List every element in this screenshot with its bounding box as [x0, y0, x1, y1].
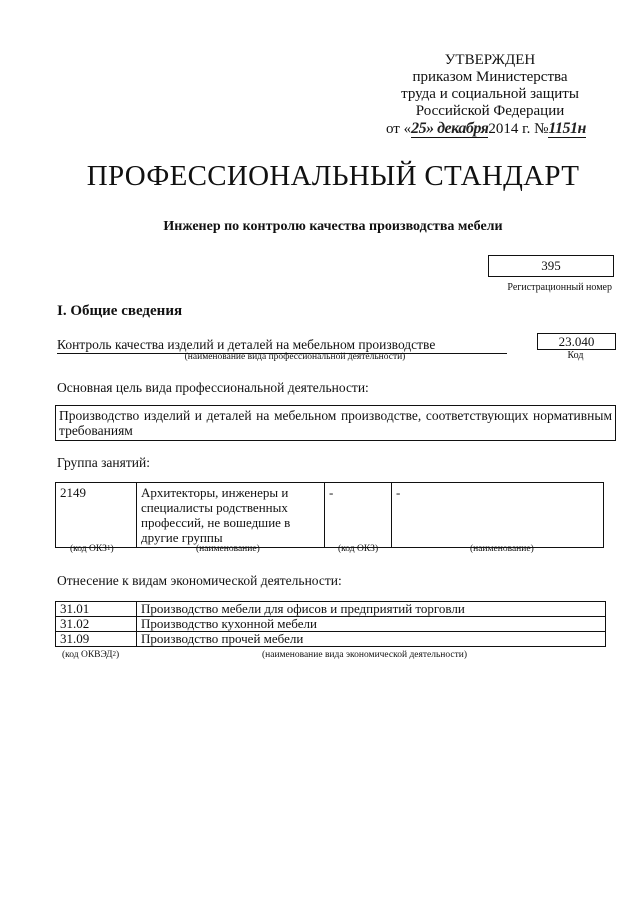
- okved-code-caption: (код ОКВЭД$^2$): [62, 650, 120, 660]
- okz-code-caption: (код ОКЗ$^1$): [70, 544, 114, 554]
- okz-name-caption: (наименование): [196, 544, 260, 554]
- table-row: [56, 617, 606, 632]
- okz-name-caption: (наименование): [470, 544, 534, 554]
- approval-line: Российской Федерации: [415, 103, 565, 119]
- table-row: [56, 483, 604, 548]
- okved-code-cell: 31.01: [56, 602, 137, 617]
- handwritten-date: 25» декабря: [411, 120, 489, 137]
- registration-number-box: 395: [488, 255, 614, 277]
- footnote-mark: 2: [112, 650, 116, 658]
- activity-name: Контроль качества изделий и деталей на мебельном производстве: [57, 336, 507, 354]
- order-prefix: от «: [386, 121, 412, 137]
- table-row: [56, 602, 606, 617]
- okved-table: [55, 601, 606, 647]
- okved-name-cell: Производство мебели для офисов и предприятий торговли: [137, 602, 606, 617]
- table-row: [56, 632, 606, 647]
- okved-code-cell: 31.09: [56, 632, 137, 647]
- activity-caption: (наименование вида профессиональной деятельности): [184, 352, 406, 362]
- purpose-label: Основная цель вида профессиональной деятельности:: [57, 380, 369, 395]
- occupation-group-table: [55, 482, 604, 548]
- okved-name-cell: Производство прочей мебели: [137, 632, 606, 647]
- handwritten-order-number: 1151н: [548, 120, 586, 137]
- okz-code-cell: -: [325, 483, 392, 548]
- purpose-box: Производство изделий и деталей на мебельном производстве, соответствующих нормативным требованиям: [55, 405, 616, 441]
- okz-name-cell: Архитекторы, инженеры и специалисты родственных профессий, не вошедшие в другие группы: [137, 483, 325, 548]
- okz-code-cell: 2149: [56, 483, 137, 548]
- approval-title: УТВЕРЖДЕН: [444, 52, 536, 68]
- activity-code-box: 23.040: [537, 333, 616, 350]
- registration-caption: Регистрационный номер: [507, 282, 612, 293]
- code-caption: Код: [567, 350, 584, 361]
- standard-name: Инженер по контролю качества производства мебели: [163, 219, 503, 234]
- okved-name-caption: (наименование вида экономической деятельности): [262, 650, 467, 660]
- approval-block: [380, 52, 600, 138]
- section-heading: I. Общие сведения: [57, 303, 183, 319]
- okz-code-caption: (код ОКЗ): [338, 544, 379, 554]
- group-label: Группа занятий:: [57, 455, 150, 470]
- approval-line: приказом Министерства: [412, 69, 568, 85]
- okved-name-cell: Производство кухонной мебели: [137, 617, 606, 632]
- okved-code-cell: 31.02: [56, 617, 137, 632]
- footnote-mark: 1: [106, 544, 111, 552]
- okz-name-cell: -: [392, 483, 604, 548]
- order-line: [380, 120, 600, 138]
- approval-line: труда и социальной защиты: [401, 86, 579, 102]
- order-year: 2014 г. №: [488, 121, 549, 137]
- document-title: ПРОФЕССИОНАЛЬНЫЙ СТАНДАРТ: [86, 160, 580, 192]
- econ-activity-label: Отнесение к видам экономической деятельности:: [57, 573, 342, 588]
